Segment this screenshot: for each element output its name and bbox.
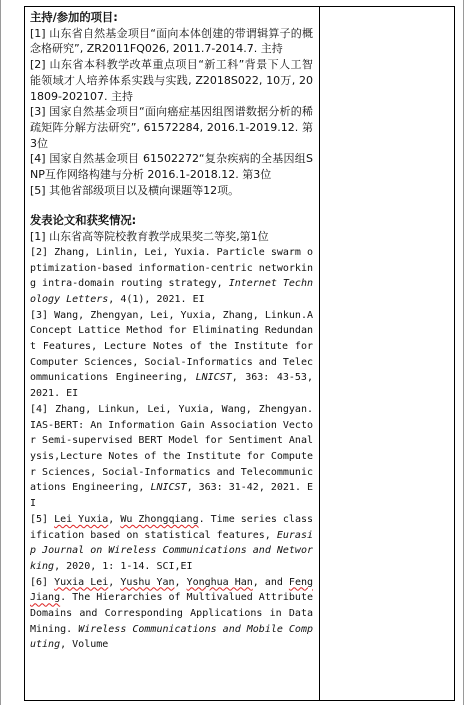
table-column-divider xyxy=(319,7,320,700)
project-item-3: [3] 国家自然基金项目“面向癌症基因组图谱数据分析的稀疏矩阵分解方法研究”, 61572284, 2016.1-2019.12. 第3位 xyxy=(30,105,313,150)
paper-6-prefix: [6] xyxy=(30,576,55,588)
page-edge-left xyxy=(0,0,1,705)
project-item-2: [2] 山东省本科教学改革重点项目“新工科”背景下人工智能领域才人培养体系实践与实践, Z2018S022, 10万, 201809-202107. 主持 xyxy=(30,58,313,103)
paper-item-2 xyxy=(30,245,313,308)
paper-3-tail: , 363: 43-53, 2021. EI xyxy=(30,372,313,400)
project-item-5: [5] 其他省部级项目以及横向课题等12项。 xyxy=(30,183,240,197)
paper-2-text: [2] Zhang, Linlin, Lei, Yuxia. Particle swarm optimization-based information-centric networking intra-domain routing strategy, xyxy=(30,246,313,290)
paper-6-author-2: Yushu Yan xyxy=(120,576,175,588)
paper-6-author-1: Yuxia Lei xyxy=(54,576,109,588)
paper-5-sep: , xyxy=(108,513,121,525)
paper-item-6 xyxy=(30,575,313,654)
section-spacer xyxy=(30,198,313,213)
projects-heading: 主持/参加的项目: xyxy=(30,11,118,24)
paper-item-3 xyxy=(30,308,313,402)
paper-4-venue: LNICST xyxy=(150,482,187,494)
paper-6-sep-1: , xyxy=(108,576,121,588)
paper-5-author-1: Lei Yuxia xyxy=(54,513,109,525)
paper-6-tail: , Volume xyxy=(60,639,109,651)
paper-6-venue: Wireless Communications and Mobile Computing xyxy=(30,623,313,651)
paper-2-tail: , 4(1), 2021. EI xyxy=(108,293,205,305)
paper-4-text: [4] Zhang, Linkun, Lei, Yuxia, Wang, Zhengyan. IAS-BERT: An Information Gain Association Vector Semi-supervised BERT Model for Sentiment Analysis,Lecture Notes of the Institute for Computer Sciences, Social-Informatics and Telecommunications Engineering, xyxy=(30,403,313,494)
project-item-4: [4] 国家自然基金项目 61502272“复杂疾病的全基因组SNP互作网络构建与分析 2016.1-2018.12. 第3位 xyxy=(30,152,313,182)
project-item-1: [1] 山东省自然基金项目“面向本体创建的带谓辑算子的概念格研究”, ZR2011FQ026, 2011.7-2014.7. 主持 xyxy=(30,26,313,56)
paper-item-5 xyxy=(30,512,313,575)
table-cell-content xyxy=(30,10,313,653)
paper-5-author-2: Wu Zhongqiang xyxy=(120,513,199,525)
paper-6-text: . The Hierarchies of Multivalued Attribute Domains and Corresponding Applications in Data Mining. xyxy=(30,592,313,635)
paper-3-venue: LNICST xyxy=(195,372,232,384)
paper-6-author-3: Yonghua Han xyxy=(186,576,253,588)
paper-6-sep-3: , and xyxy=(252,576,289,588)
paper-5-venue: Eurasip Journal on Wireless Communications and Networking xyxy=(30,529,313,572)
paper-3-text: [3] Wang, Zhengyan, Lei, Yuxia, Zhang, Linkun.A Concept Lattice Method for Eliminating Redundant Features, Lecture Notes of the Institute for Computer Sciences, Social-Informatics and Telecommunications Engineering, xyxy=(30,309,313,384)
paper-item-1: [1] 山东省高等院校教育教学成果奖二等奖,第1位 xyxy=(30,230,269,244)
paper-item-4 xyxy=(30,402,313,512)
document-table xyxy=(24,6,455,701)
paper-6-sep-2: , xyxy=(174,576,187,588)
paper-6-author-4: Feng Jiang xyxy=(30,576,314,604)
paper-5-prefix: [5] xyxy=(30,513,55,525)
paper-5-tail: , 2020, 1: 1-14. SCI,EI xyxy=(54,560,193,572)
paper-5-text: . Time series classification based on statistical features, xyxy=(30,513,313,541)
paper-4-tail: , 363: 31-42, 2021. EI xyxy=(30,482,314,510)
papers-heading: 发表论文和获奖情况: xyxy=(30,214,137,228)
paper-2-venue: Internet Technology Letters xyxy=(30,278,313,305)
table-border-right xyxy=(454,7,455,700)
table-border-left xyxy=(24,7,25,700)
page-edge-right xyxy=(463,0,464,705)
